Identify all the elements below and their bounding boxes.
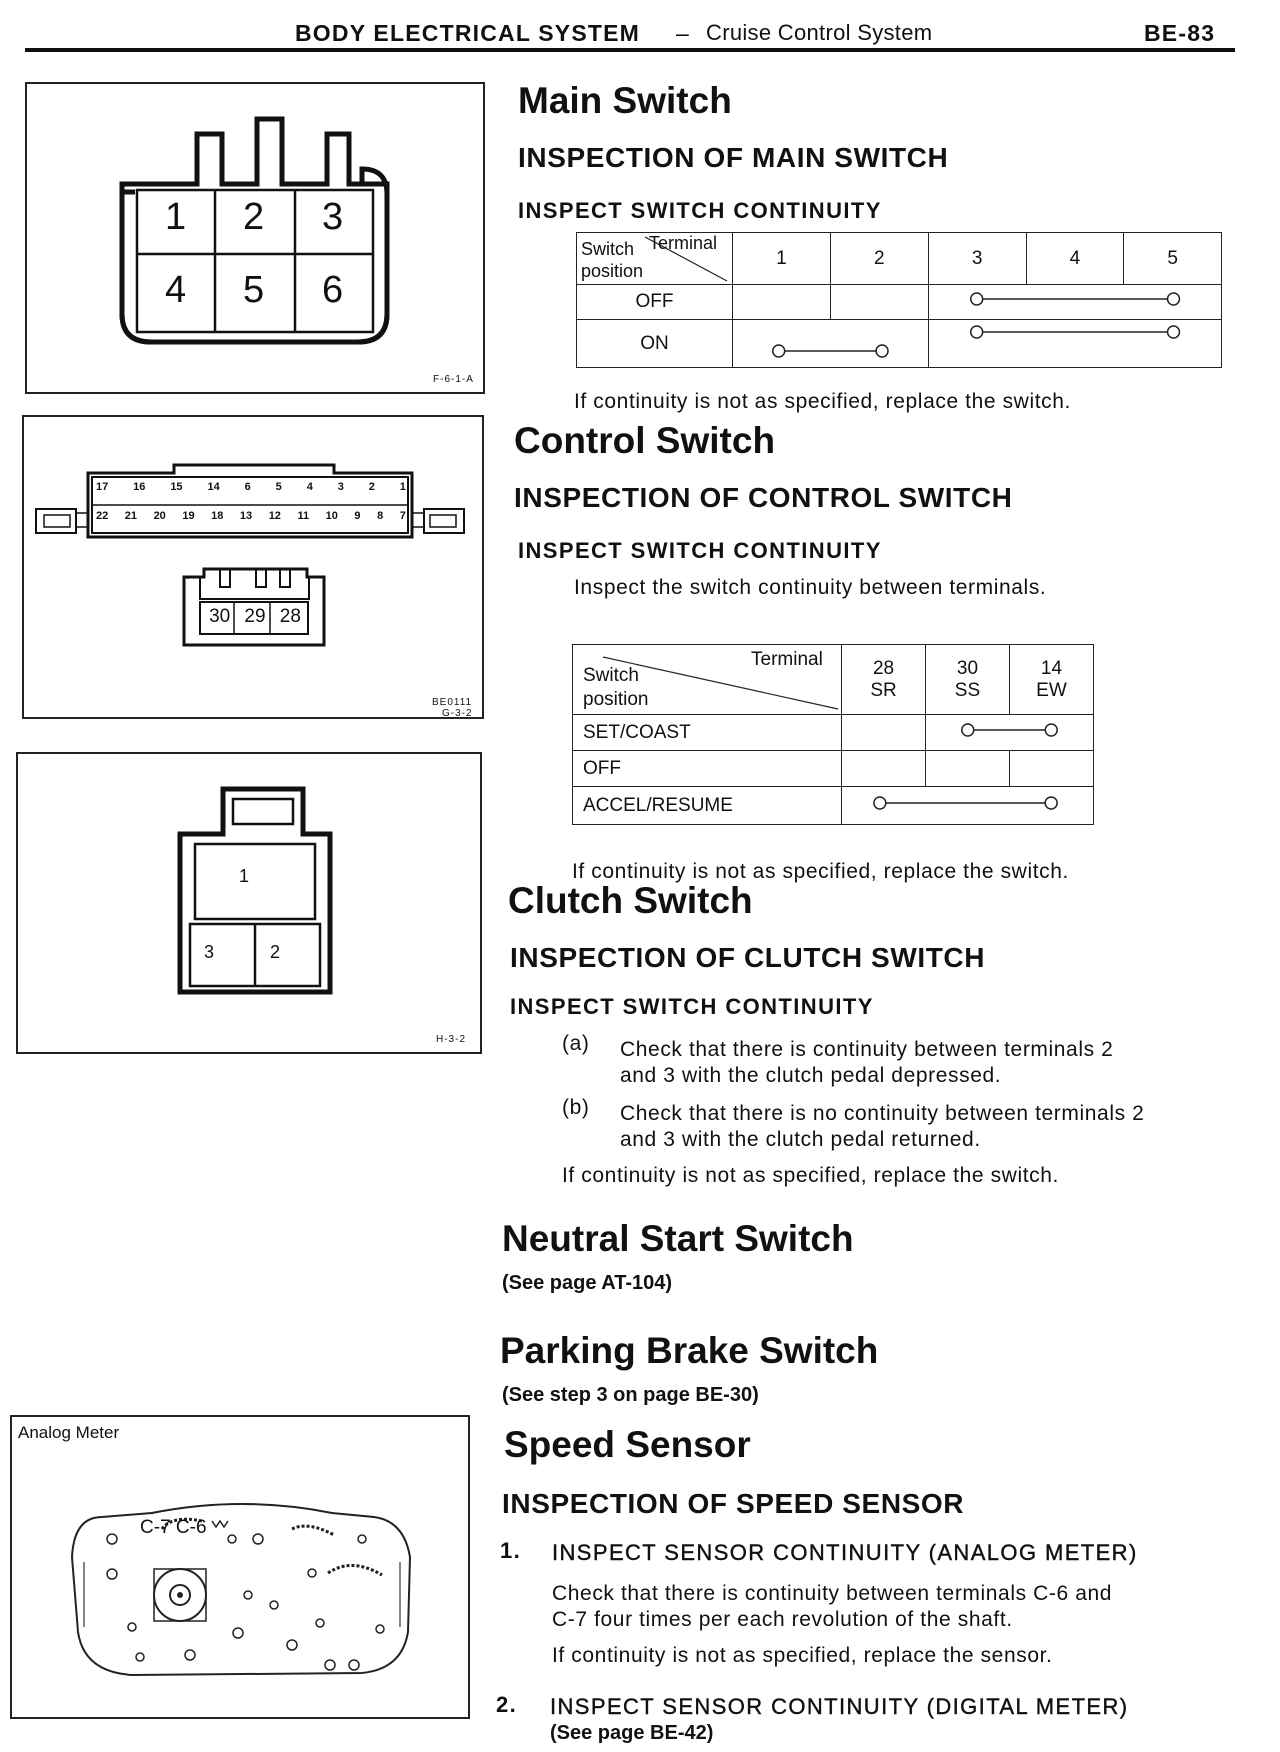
pin-4: 4 [165, 269, 187, 311]
header-rule [25, 48, 1235, 52]
clutch-item-a-line2: and 3 with the clutch pedal depressed. [620, 1064, 1002, 1087]
speed-step1-num: 1. [500, 1538, 522, 1563]
pin-label: 30 [209, 606, 231, 627]
pin-3: 3 [204, 942, 215, 962]
main-switch-continuity-table [576, 232, 1222, 368]
small-connector-pins [202, 606, 308, 628]
control-switch-connector-drawing [24, 417, 482, 717]
column-header: 1 [733, 233, 831, 285]
column-header [1009, 645, 1093, 715]
pin-label: 8 [377, 510, 384, 522]
column-header: 5 [1124, 233, 1222, 285]
row-label: ACCEL/RESUME [573, 787, 842, 825]
bottom-pin-row [96, 510, 406, 522]
row-label: OFF [577, 285, 733, 320]
continuity-line [929, 320, 1221, 344]
header-section: BODY ELECTRICAL SYSTEM [295, 20, 641, 46]
pin-3: 3 [322, 196, 344, 238]
speed-step2-num: 2. [496, 1692, 518, 1717]
pin-label: 13 [239, 510, 253, 522]
column-header [926, 645, 1010, 715]
terminal-symbol: EW [1036, 679, 1067, 701]
terminal-symbol: SS [954, 679, 981, 701]
terminal-number: 14 [1040, 657, 1063, 679]
speed-step1-line2: C-7 four times per each revolution of the shaft. [552, 1608, 1013, 1631]
table-row [577, 285, 1222, 320]
continuity-marker [926, 715, 1094, 751]
header-subsection: Cruise Control System [706, 20, 933, 45]
clutch-switch-subtitle: INSPECTION OF CLUTCH SWITCH [510, 942, 986, 973]
table-row [573, 715, 1094, 751]
column-header: 2 [830, 233, 928, 285]
continuity-marker [842, 787, 1094, 825]
row-label: SET/COAST [573, 715, 842, 751]
table-row [573, 751, 1094, 787]
control-switch-note: If continuity is not as specified, replace the switch. [572, 860, 1069, 883]
header-dash: – [676, 20, 690, 46]
pin-label: 16 [133, 481, 146, 493]
terminal-number: 30 [956, 657, 979, 679]
main-switch-subtitle: INSPECTION OF MAIN SWITCH [518, 142, 949, 173]
pin-label: 9 [354, 510, 361, 522]
continuity-line [733, 341, 928, 361]
table-corner [573, 645, 842, 715]
pin-label: 20 [153, 510, 166, 522]
continuity-marker [928, 285, 1221, 320]
pin-label: 11 [297, 510, 310, 522]
main-switch-connector-figure [25, 82, 485, 394]
pin-label: 22 [96, 510, 109, 522]
continuity-marker [928, 320, 1221, 368]
figure-code: H-3-2 [436, 1034, 467, 1045]
continuity-marker [733, 320, 929, 368]
control-switch-instruction: Inspect the switch continuity between terminals. [574, 576, 1047, 599]
control-switch-continuity-table [572, 644, 1094, 825]
row-label: OFF [573, 751, 842, 787]
pin-label: 14 [207, 481, 220, 493]
pin-label: 15 [170, 481, 183, 493]
neutral-start-title: Neutral Start Switch [502, 1218, 854, 1259]
clutch-switch-step: INSPECT SWITCH CONTINUITY [510, 994, 874, 1019]
speed-step2-title: INSPECT SENSOR CONTINUITY (DIGITAL METER) [550, 1694, 1129, 1719]
table-row [577, 320, 1222, 368]
corner-switch-label: Switch [581, 239, 635, 259]
corner-terminal-label: Terminal [649, 233, 718, 253]
figure-code-line1: BE0111 [432, 697, 473, 708]
pin-label: 7 [399, 510, 406, 522]
pin-label: 2 [368, 481, 375, 493]
control-switch-connector-figure [22, 415, 484, 719]
main-switch-note: If continuity is not as specified, replace the switch. [574, 390, 1071, 413]
speed-sensor-subtitle: INSPECTION OF SPEED SENSOR [502, 1488, 965, 1519]
pin-label: 28 [279, 606, 301, 627]
continuity-line [926, 718, 1093, 742]
clutch-switch-connector-drawing [18, 754, 480, 1052]
clutch-switch-connector-figure [16, 752, 482, 1054]
clutch-switch-note: If continuity is not as specified, replace the switch. [562, 1164, 1059, 1187]
pin-label: 17 [96, 481, 109, 493]
clutch-item-a-marker: (a) [562, 1032, 590, 1055]
figure-code: F-6-1-A [433, 374, 474, 385]
pin-5: 5 [243, 269, 265, 311]
control-switch-step: INSPECT SWITCH CONTINUITY [518, 538, 882, 563]
column-header: 3 [928, 233, 1026, 285]
pin-label: 18 [211, 510, 224, 522]
parking-brake-ref: (See step 3 on page BE-30) [502, 1384, 759, 1406]
pin-label: 29 [244, 606, 266, 627]
main-switch-step: INSPECT SWITCH CONTINUITY [518, 198, 882, 223]
corner-position-label: position [581, 261, 644, 281]
control-switch-subtitle: INSPECTION OF CONTROL SWITCH [514, 482, 1013, 513]
clutch-item-b-marker: (b) [562, 1096, 590, 1119]
table-row [573, 787, 1094, 825]
pin-label: 4 [306, 481, 313, 493]
clutch-switch-title: Clutch Switch [508, 880, 753, 921]
analog-meter-drawing [12, 1417, 468, 1717]
corner-switch-label: Switch [583, 665, 639, 686]
pin-2: 2 [270, 942, 281, 962]
speed-step1-note: If continuity is not as specified, replace the sensor. [552, 1644, 1053, 1667]
speed-step1-title: INSPECT SENSOR CONTINUITY (ANALOG METER) [552, 1540, 1138, 1565]
pin-label: 12 [268, 510, 281, 522]
top-pin-row [96, 481, 406, 493]
parking-brake-title: Parking Brake Switch [500, 1330, 879, 1371]
clutch-item-b-line2: and 3 with the clutch pedal returned. [620, 1128, 981, 1151]
corner-terminal-label: Terminal [751, 649, 823, 670]
pin-1: 1 [165, 196, 187, 238]
corner-position-label: position [583, 689, 649, 710]
pin-label: 19 [182, 510, 195, 522]
clutch-item-b-line1: Check that there is no continuity between terminals 2 [620, 1102, 1145, 1125]
pin-label: 6 [244, 481, 251, 493]
speed-step1-line1: Check that there is continuity between terminals C-6 and [552, 1582, 1113, 1605]
column-header: 4 [1026, 233, 1124, 285]
main-switch-title: Main Switch [518, 80, 732, 121]
pin-label: 21 [124, 510, 138, 522]
speed-sensor-title: Speed Sensor [504, 1424, 751, 1465]
neutral-start-ref: (See page AT-104) [502, 1272, 673, 1294]
continuity-line [842, 791, 1093, 815]
figure-caption: Analog Meter [18, 1423, 120, 1442]
clutch-item-a-line1: Check that there is continuity between terminals 2 [620, 1038, 1114, 1061]
terminal-symbol: SR [870, 679, 897, 701]
control-switch-title: Control Switch [514, 420, 776, 461]
pin-label: 1 [399, 481, 406, 493]
meter-terminal-label: C-7 C-6 [140, 1517, 207, 1538]
table-corner [577, 233, 733, 285]
terminal-number: 28 [872, 657, 895, 679]
page-number: BE-83 [1144, 20, 1216, 46]
row-label: ON [577, 320, 733, 368]
pin-1: 1 [239, 866, 250, 886]
pin-label: 5 [275, 481, 282, 493]
pin-label: 10 [325, 510, 338, 522]
pin-2: 2 [243, 196, 265, 238]
figure-code-line2: G-3-2 [442, 708, 473, 719]
pin-6: 6 [322, 269, 344, 311]
speed-step2-ref: (See page BE-42) [550, 1722, 714, 1744]
column-header [842, 645, 926, 715]
pin-label: 3 [337, 481, 344, 493]
analog-meter-figure [10, 1415, 470, 1719]
continuity-line [929, 285, 1221, 313]
